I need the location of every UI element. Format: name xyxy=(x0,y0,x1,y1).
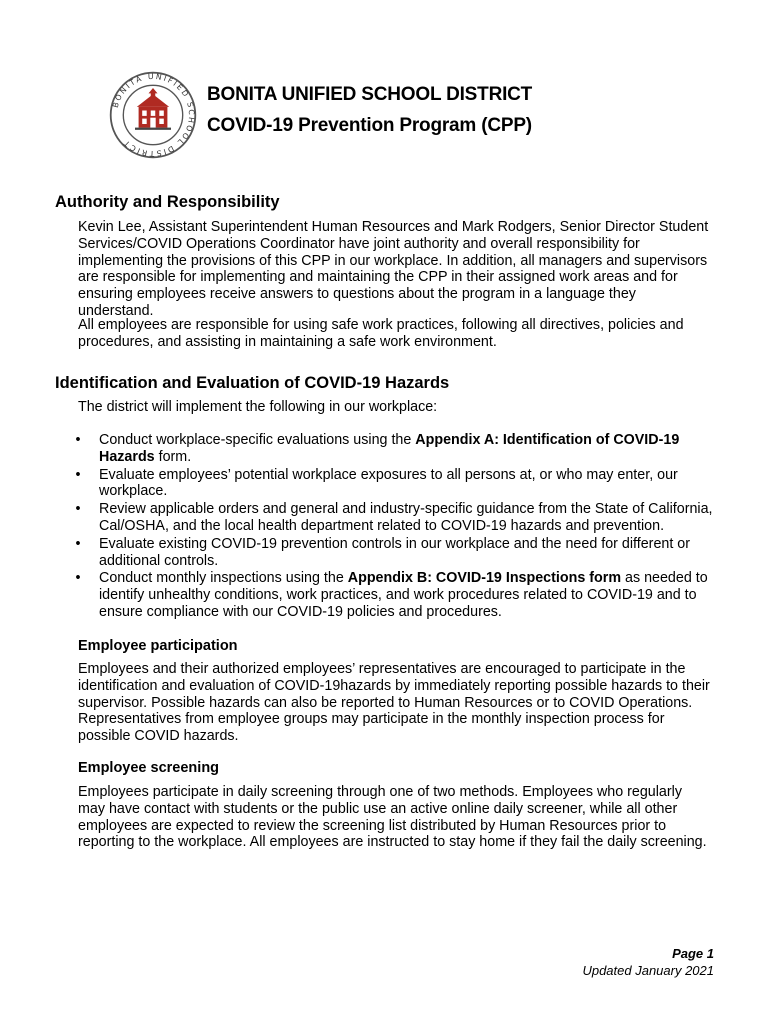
authority-paragraph-1: Kevin Lee, Assistant Superintendent Human Resources and Mark Rodgers, Senior Director Student Services/COVID Operations Coordinator have joint authority and overall responsibility for implementing the provisions of this CPP in our workplace. In addition, all managers and supervisors are responsible for implementing and maintaining the CPP in their assigned work areas and for ensuring employees receive answers to questions about the program in a language they understand. xyxy=(78,219,709,319)
district-seal-logo xyxy=(108,70,198,160)
svg-text:BONITA UNIFIED SCHOOL DISTRICT: BONITA UNIFIED SCHOOL DISTRICT xyxy=(110,71,197,159)
program-title: COVID-19 Prevention Program (CPP) xyxy=(207,115,532,136)
authority-heading: Authority and Responsibility xyxy=(55,193,280,211)
bullet-icon: • xyxy=(75,501,81,518)
appendix-a-reference: Appendix A: Identification of COVID-19 Hazards xyxy=(99,432,680,465)
hazards-intro: The district will implement the following in our workplace: xyxy=(78,399,438,415)
appendix-b-reference: Appendix B: COVID-19 Inspections form xyxy=(347,570,622,587)
hazards-bullet-list xyxy=(64,432,724,622)
hazards-heading: Identification and Evaluation of COVID-19 Hazards xyxy=(55,374,450,392)
authority-paragraph-2: All employees are responsible for using safe work practices, following all directives, policies and procedures, and assisting in maintaining a safe work environment. xyxy=(78,317,684,350)
list-item: • Conduct workplace-specific evaluations using the Appendix A: Identification of COVID-19 Hazards form. xyxy=(64,432,724,466)
updated-date: Updated January 2021 xyxy=(582,963,714,978)
bullet-icon: • xyxy=(75,570,81,587)
bullet-icon: • xyxy=(75,432,81,448)
page-number: Page 1 xyxy=(672,946,714,961)
screening-heading: Employee screening xyxy=(78,760,220,776)
participation-paragraph: Employees and their authorized employees’ representatives are encouraged to participate in the identification and evaluation of COVID-19hazards by immediately reporting possible hazards to their supervisor. Possible hazards can also be reported to Human Resources or to COVID Operations. Representatives from employee groups may participate in the monthly inspection process for possible COVID hazards. xyxy=(78,661,710,745)
bullet-icon: • xyxy=(75,535,81,552)
district-title: BONITA UNIFIED SCHOOL DISTRICT xyxy=(207,84,533,105)
list-item: • Evaluate employees’ potential workplace exposures to all persons at, or who may enter, our workplace. xyxy=(64,467,724,501)
list-item: • Evaluate existing COVID-19 prevention controls in our workplace and the need for different or additional controls. xyxy=(64,536,724,570)
screening-paragraph: Employees participate in daily screening through one of two methods. Employees who regularly may have contact with students or the public use an active online daily screener, while all other employees are expected to review the screening list distributed by Human Resources prior to reporting to the workplace. All employees are instructed to stay home if they fail the daily screening. xyxy=(78,784,707,851)
list-item: • Review applicable orders and general and industry-specific guidance from the State of California, Cal/OSHA, and the local health department related to COVID-19 hazards and prevention. xyxy=(64,501,724,535)
list-item: • Conduct monthly inspections using the Appendix B: COVID-19 Inspections form as needed to identify unhealthy conditions, work practices, and work procedures related to COVID-19 and to ensure compliance with our COVID-19 policies and procedures. xyxy=(64,570,724,620)
bullet-icon: • xyxy=(75,466,81,483)
participation-heading: Employee participation xyxy=(78,638,238,654)
